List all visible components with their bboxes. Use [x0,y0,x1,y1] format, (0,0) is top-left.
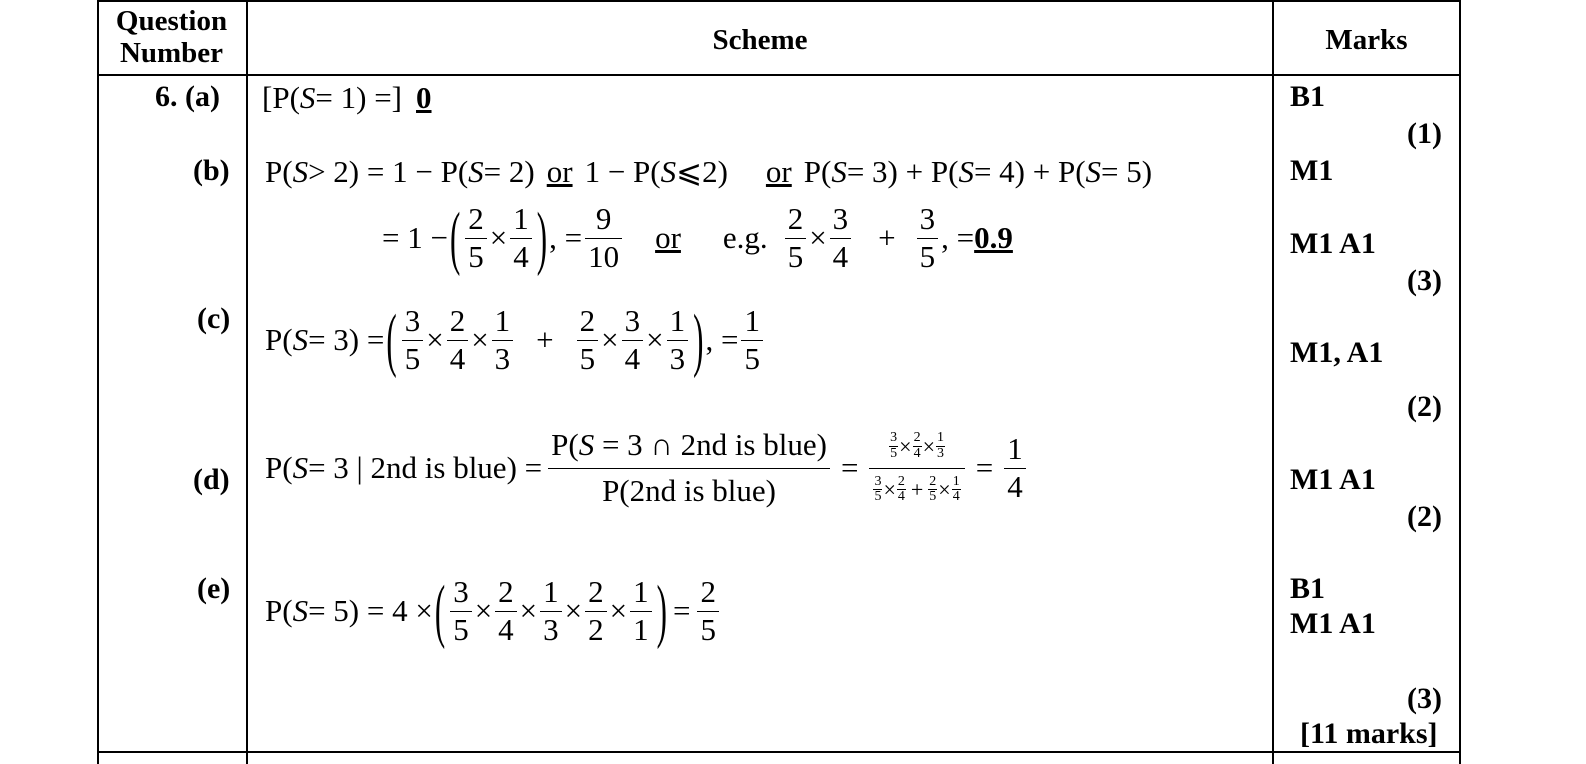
scheme-b-line1: P( S > 2) = 1 − P( S = 2) or 1 − P( S ⩽2) or P( S = 3) + P( S = 4) + P( S = 5) [265,154,1153,189]
question-label-6a: 6. (a) [155,80,220,113]
total-c: (2) [1407,390,1442,423]
total-d: (2) [1407,500,1442,533]
total-b: (3) [1407,264,1442,297]
table-right-border [1459,0,1461,764]
table-left-border [97,0,99,764]
grand-total: [11 marks] [1300,717,1438,750]
mark-e-2: M1 A1 [1290,607,1376,640]
header-question-number: Question Number [115,5,228,69]
mark-a: B1 [1290,80,1326,113]
header-scheme: Scheme [712,24,808,56]
scheme-a: [P( S = 1) =] 0 [262,80,432,115]
header-divider [97,74,1461,76]
total-e: (3) [1407,682,1442,715]
table-top-border [97,0,1461,2]
scheme-b-line2: = 1 − ( $\frac{2}{5}$ × $\frac{1}{4}$ ) , = $\frac{9}{10}$ or e.g. $\frac{2}{5}$ × $\frac{3}{4}$ + $\frac{3}{5}$ , = 0.9 [382,196,1013,278]
answer-b: 0.9 [974,220,1013,255]
mark-b-2: M1 A1 [1290,227,1376,260]
question-label-d: (d) [193,463,230,496]
scheme-c: P( S = 3) = ( $\frac{3}{5}$ × $\frac{2}{4}$ × $\frac{1}{3}$ + $\frac{2}{5}$ × $\frac{3}{4}$ × $\frac{1}{3}$ ) , = $\frac{1}{5}$ [265,302,766,378]
scheme-column-divider [246,0,248,764]
mark-c: M1, A1 [1290,336,1384,369]
mark-b-1: M1 [1290,154,1334,187]
mark-e-1: B1 [1290,572,1326,605]
marks-column-divider [1272,0,1274,764]
header-marks: Marks [1325,24,1408,56]
question-label-c: (c) [197,302,231,335]
total-a: (1) [1407,117,1442,150]
scheme-e: P( S = 5) = 4 × ( $\frac{3}{5}$ × $\frac{2}{4}$ × $\frac{1}{3}$ × $\frac{2}{2}$ × $\frac{1}{1}$ ) = $\frac{2}{5}$ [265,572,722,650]
scheme-d: P( S = 3 | 2nd is blue) = $\frac{\text{P(S = 3 ∩ 2nd is blue)}}{\text{P(2nd is blue)}}$ = $\frac{3}{5}$ × $\frac{2}{4}$ × $\frac{1}{3}$ $\frac{3}{5}$ × $\frac{2}{4}$ + $\frac{2}{5}$ × $\frac{1}{4}$ = $\frac{1}{4}$ [265,428,1029,508]
mark-d: M1 A1 [1290,463,1376,496]
question-label-e: (e) [197,572,231,605]
table-bottom-border [97,751,1461,753]
answer-a: 0 [416,80,432,115]
question-label-b: (b) [193,154,230,187]
